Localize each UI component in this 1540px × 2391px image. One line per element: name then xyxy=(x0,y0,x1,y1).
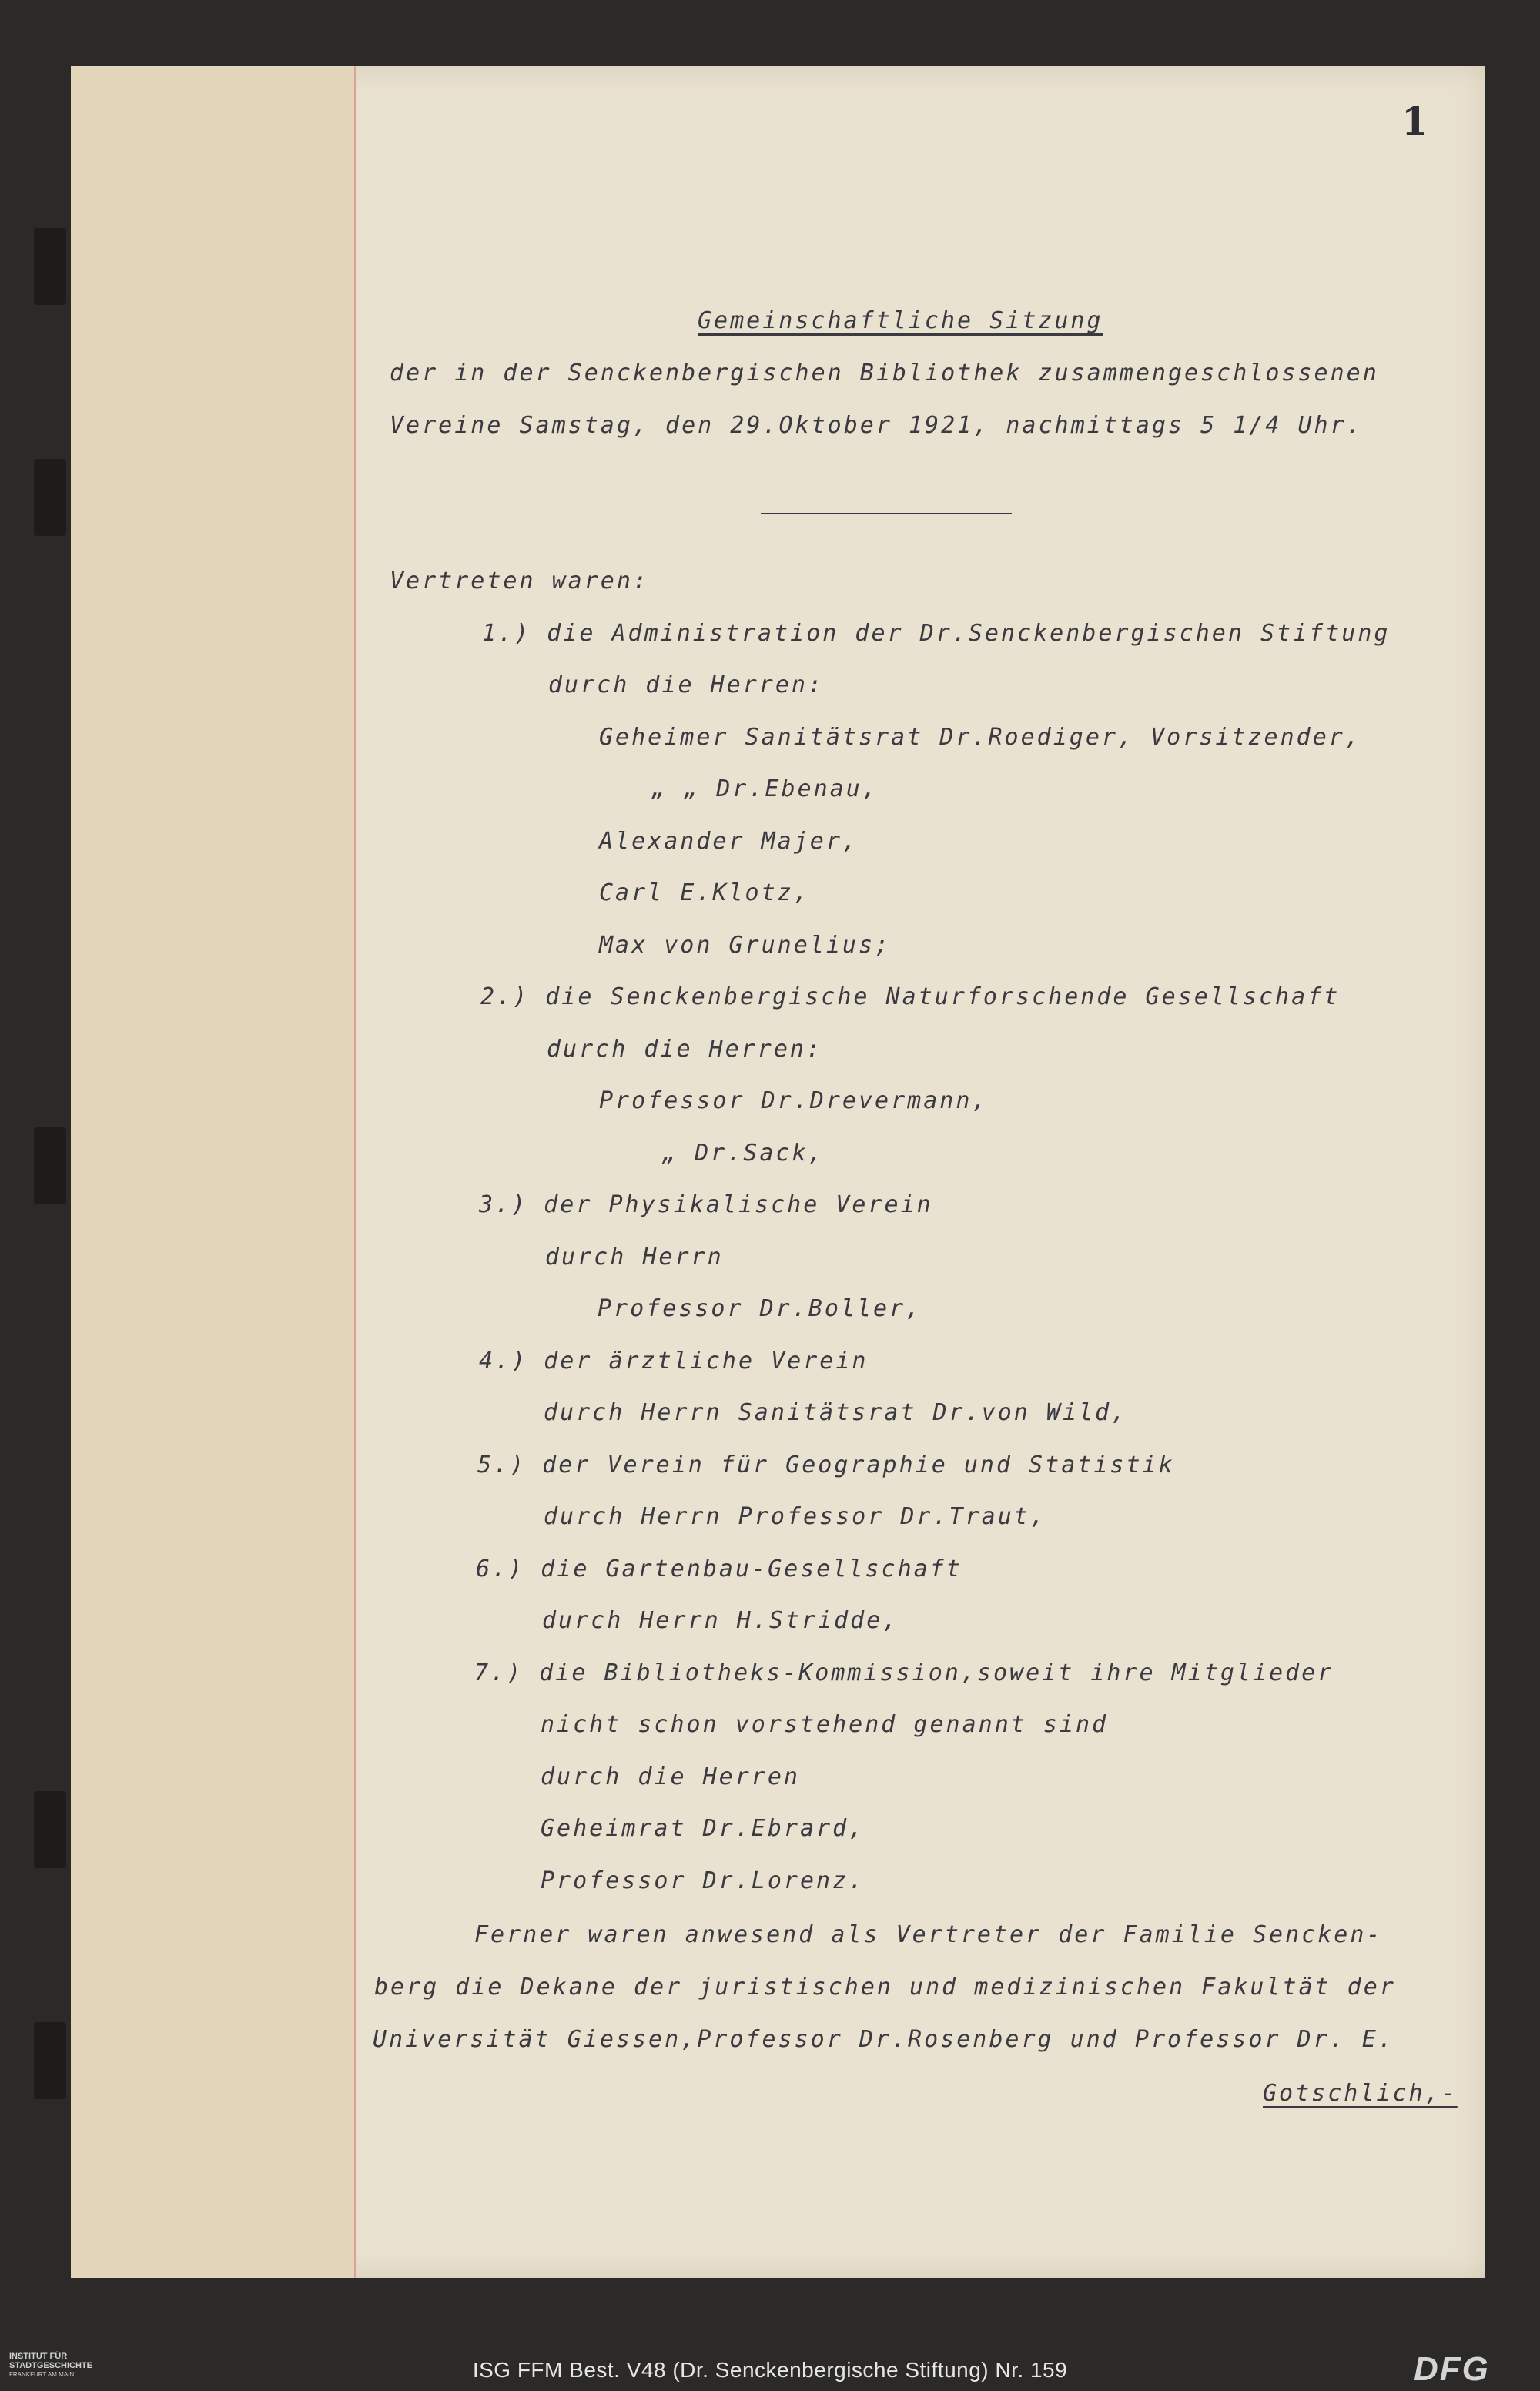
heading-line-2: Vereine Samstag, den 29.Oktober 1921, nachmittags 5 1/4 Uhr. xyxy=(390,412,1363,439)
separator-rule xyxy=(761,513,1012,514)
list-line: nicht schon vorstehend genannt sind xyxy=(541,1711,1109,1738)
list-item: 4.) der ärztliche Verein xyxy=(479,1348,869,1375)
list-line: Professor Dr.Drevermann, xyxy=(599,1087,989,1114)
document-title: Gemeinschaftliche Sitzung xyxy=(698,307,1103,334)
red-margin-line xyxy=(354,66,356,2278)
list-line: durch Herrn xyxy=(545,1244,724,1271)
list-line: „ „ Dr.Ebenau, xyxy=(651,775,879,802)
page-binding-margin xyxy=(71,66,356,2278)
list-line: durch Herrn Sanitätsrat Dr.von Wild, xyxy=(544,1399,1128,1426)
closing-line: Ferner waren anwesend als Vertreter der Familie Sencken- xyxy=(474,1921,1383,1948)
list-line: durch die Herren: xyxy=(547,1036,823,1063)
list-line: Max von Grunelius; xyxy=(599,932,892,959)
institute-logo: INSTITUT FÜR STADTGESCHICHTE FRANKFURT AM MAIN xyxy=(9,2352,92,2378)
punch-hole xyxy=(34,459,66,536)
punch-hole xyxy=(34,2022,66,2099)
list-line: Alexander Majer, xyxy=(599,828,859,855)
list-line: „ Dr.Sack, xyxy=(662,1140,825,1167)
list-line: durch die Herren xyxy=(541,1763,800,1790)
list-line: durch Herrn H.Stridde, xyxy=(542,1607,899,1634)
list-line: Geheimrat Dr.Ebrard, xyxy=(541,1815,865,1842)
list-item: 2.) die Senckenbergische Naturforschende Gesellschaft xyxy=(480,983,1341,1010)
archive-caption: ISG FFM Best. V48 (Dr. Senckenbergische Stiftung) Nr. 159 xyxy=(472,2358,1068,2382)
closing-line: berg die Dekane der juristischen und medizinischen Fakultät der xyxy=(374,1974,1396,2001)
list-line: Geheimer Sanitätsrat Dr.Roediger, Vorsitzender, xyxy=(599,724,1361,751)
closing-line: Universität Giessen,Professor Dr.Rosenberg und Professor Dr. E. xyxy=(373,2026,1394,2053)
list-item: 6.) die Gartenbau-Gesellschaft xyxy=(476,1555,962,1582)
list-line: durch die Herren: xyxy=(548,671,825,698)
list-item: 1.) die Administration der Dr.Senckenbergischen Stiftung xyxy=(482,620,1391,647)
attendees-intro: Vertreten waren: xyxy=(390,568,649,594)
punch-hole xyxy=(34,1791,66,1868)
list-item: 3.) der Physikalische Verein xyxy=(479,1191,933,1218)
list-line: Professor Dr.Boller, xyxy=(598,1295,922,1322)
heading-line-1: der in der Senckenbergischen Bibliothek zusammengeschlossenen xyxy=(390,360,1379,387)
list-line: Carl E.Klotz, xyxy=(599,879,810,906)
list-line: durch Herrn Professor Dr.Traut, xyxy=(544,1503,1046,1530)
list-line: Professor Dr.Lorenz. xyxy=(541,1867,865,1894)
list-item: 7.) die Bibliotheks-Kommission,soweit ihre Mitglieder xyxy=(474,1659,1334,1686)
dfg-logo: DFG xyxy=(1414,2350,1490,2388)
punch-hole xyxy=(34,228,66,305)
continuation-word: Gotschlich,- xyxy=(1263,2080,1458,2107)
list-item: 5.) der Verein für Geographie und Statistik xyxy=(477,1452,1175,1478)
punch-hole xyxy=(34,1127,66,1204)
page-number: 1 xyxy=(1401,99,1428,144)
